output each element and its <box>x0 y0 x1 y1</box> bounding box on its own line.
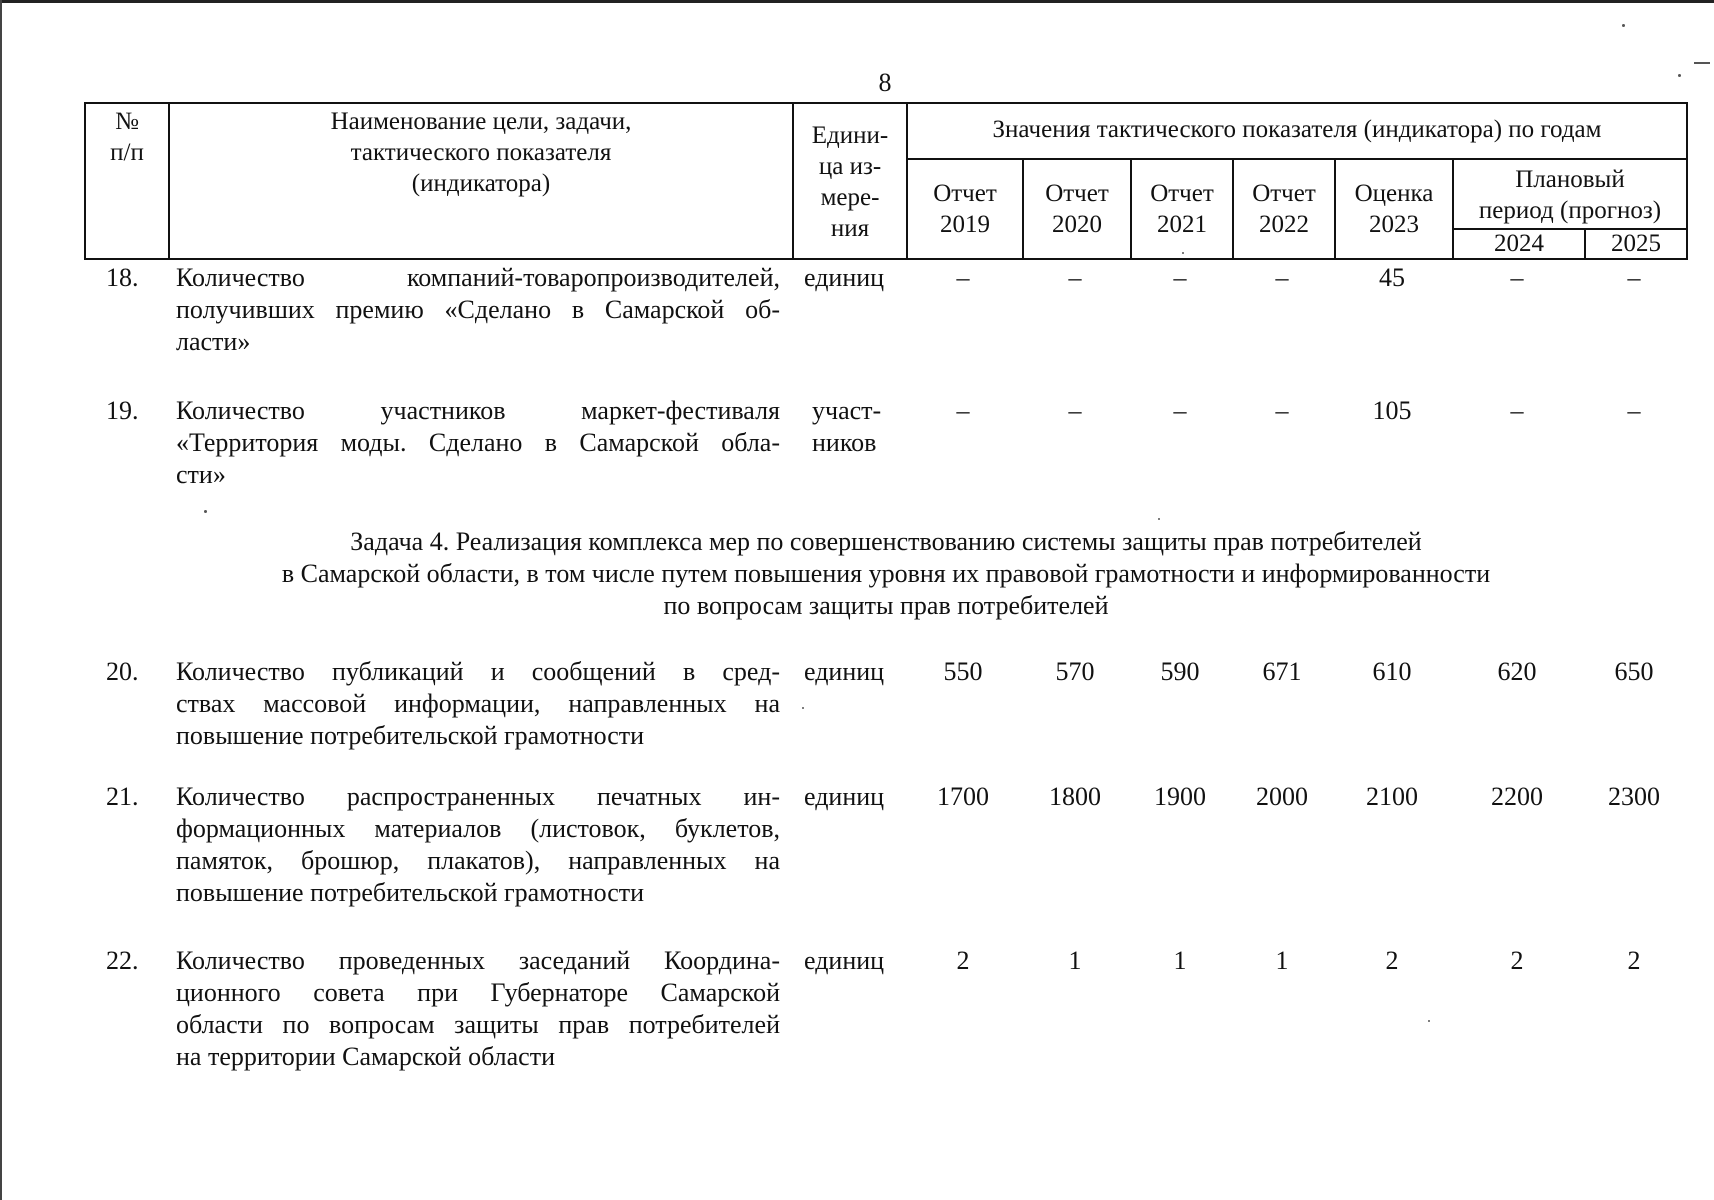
row-name-line: повышение потребительской грамотности <box>176 878 645 907</box>
scan-speck <box>1428 1020 1430 1022</box>
table-header <box>84 102 1688 260</box>
row-unit-line: единиц <box>804 657 885 686</box>
header-year-value: 2020 <box>1052 211 1102 238</box>
header-plan-line: Плановый <box>1515 166 1625 193</box>
row-name <box>176 262 780 358</box>
header-name <box>170 106 792 199</box>
scan-speck <box>802 707 804 709</box>
header-year-value: 2023 <box>1369 211 1419 238</box>
row-name <box>176 945 780 1073</box>
row-value-2024: – <box>1510 263 1524 292</box>
row-name <box>176 395 780 491</box>
row-value-2023: 610 <box>1372 657 1412 686</box>
row-unit-line: ников <box>812 428 877 457</box>
scan-speck <box>1694 62 1710 64</box>
row-value-2020: 570 <box>1055 657 1095 686</box>
row-value-2019: – <box>956 396 970 425</box>
row-name-line: повышение потребительской грамотности <box>176 721 645 750</box>
header-values-title: Значения тактического показателя (индикатора) по годам <box>992 116 1602 143</box>
row-name-line: Количество публикаций и сообщений в сред- <box>176 657 780 686</box>
row-number: 19. <box>106 396 139 425</box>
row-value-2024: 2 <box>1510 946 1524 975</box>
row-number: 18. <box>106 263 139 292</box>
row-name-line: «Территория моды. Сделано в Самарской обла- <box>176 428 780 457</box>
scan-speck <box>1678 74 1681 77</box>
header-year-label: Отчет <box>1252 180 1316 207</box>
page-number: 8 <box>878 68 892 97</box>
row-name-line: области по вопросам защиты прав потребителей <box>176 1010 780 1039</box>
header-year-2022 <box>1234 178 1334 240</box>
header-rule <box>906 158 1686 160</box>
row-value-2022: 1 <box>1275 946 1289 975</box>
row-value-2024: 2200 <box>1491 782 1543 811</box>
row-value-2021: – <box>1173 396 1187 425</box>
scan-speck <box>1158 518 1160 520</box>
row-unit-line: единиц <box>804 782 885 811</box>
header-unit-line: ния <box>830 215 870 242</box>
header-year-value: 2022 <box>1259 211 1309 238</box>
header-unit <box>794 120 906 244</box>
scan-speck <box>1622 24 1625 27</box>
header-num-line: № <box>115 108 139 135</box>
header-num <box>86 106 168 168</box>
task-heading-line: по вопросам защиты прав потребителей <box>663 591 1109 620</box>
row-value-2025: – <box>1627 396 1641 425</box>
header-year-label: Отчет <box>1045 180 1109 207</box>
header-year-2019 <box>908 178 1022 240</box>
row-value-2023: 2 <box>1385 946 1399 975</box>
row-value-2020: – <box>1068 396 1082 425</box>
row-name-line: получивших премию «Сделано в Самарской об- <box>176 295 780 324</box>
row-unit-line: участ- <box>812 396 882 425</box>
header-num-line: п/п <box>110 139 144 166</box>
header-unit-line: ца из- <box>818 153 882 180</box>
header-year-2024: 2024 <box>1494 230 1544 257</box>
scan-speck <box>1182 252 1184 254</box>
scan-edge-left <box>0 0 2 1200</box>
row-value-2020: 1 <box>1068 946 1082 975</box>
row-value-2020: 1800 <box>1049 782 1101 811</box>
row-value-2020: – <box>1068 263 1082 292</box>
row-value-2022: 2000 <box>1256 782 1308 811</box>
row-name-line: ствах массовой информации, направленных на <box>176 689 780 718</box>
header-unit-line: мере- <box>820 184 880 211</box>
row-unit-line: единиц <box>804 263 885 292</box>
row-value-2019: 2 <box>956 946 970 975</box>
row-name <box>176 781 780 909</box>
row-value-2021: 1 <box>1173 946 1187 975</box>
row-name-line: на территории Самарской области <box>176 1042 555 1071</box>
header-year-label: Оценка <box>1354 180 1434 207</box>
row-value-2021: 590 <box>1160 657 1200 686</box>
row-value-2019: – <box>956 263 970 292</box>
row-value-2022: – <box>1275 263 1289 292</box>
row-value-2025: – <box>1627 263 1641 292</box>
row-value-2025: 650 <box>1614 657 1654 686</box>
header-unit-line: Едини- <box>811 122 889 149</box>
row-name <box>176 656 780 752</box>
task-heading-line: в Самарской области, в том числе путем повышения уровня их правовой грамотности и информированности <box>281 559 1491 588</box>
header-year-2023 <box>1336 178 1452 240</box>
row-value-2024: 620 <box>1497 657 1537 686</box>
row-name-line: формационных материалов (листовок, буклетов, <box>176 814 780 843</box>
task-heading <box>84 526 1688 622</box>
row-number: 20. <box>106 657 139 686</box>
header-year-2021 <box>1132 178 1232 240</box>
row-value-2022: – <box>1275 396 1289 425</box>
row-value-2024: – <box>1510 396 1524 425</box>
row-value-2025: 2300 <box>1608 782 1660 811</box>
header-year-2020 <box>1024 178 1130 240</box>
header-year-value: 2019 <box>940 211 990 238</box>
row-number: 22. <box>106 946 139 975</box>
row-value-2023: 45 <box>1379 263 1405 292</box>
row-value-2021: 1900 <box>1154 782 1206 811</box>
header-name-line: Наименование цели, задачи, <box>330 108 632 135</box>
row-value-2019: 1700 <box>937 782 989 811</box>
row-value-2019: 550 <box>943 657 983 686</box>
row-name-line: Количество проведенных заседаний Координа- <box>176 946 780 975</box>
row-value-2022: 671 <box>1262 657 1302 686</box>
header-name-line: тактического показателя <box>350 139 612 166</box>
header-year-label: Отчет <box>933 180 997 207</box>
row-name-line: ласти» <box>176 327 251 356</box>
row-name-line: памяток, брошюр, плакатов), направленных на <box>176 846 780 875</box>
scan-edge-top <box>0 0 1714 3</box>
header-plan-title <box>1454 164 1686 226</box>
row-name-line: Количество распространенных печатных ин- <box>176 782 780 811</box>
row-name-line: сти» <box>176 460 226 489</box>
row-value-2023: 105 <box>1372 396 1412 425</box>
header-year-value: 2021 <box>1157 211 1207 238</box>
row-value-2025: 2 <box>1627 946 1641 975</box>
row-number: 21. <box>106 782 139 811</box>
row-value-2023: 2100 <box>1366 782 1418 811</box>
header-year-2025: 2025 <box>1611 230 1661 257</box>
header-plan-line: период (прогноз) <box>1478 197 1662 224</box>
row-value-2021: – <box>1173 263 1187 292</box>
scan-speck <box>204 510 207 513</box>
task-heading-line: Задача 4. Реализация комплекса мер по совершенствованию системы защиты прав потребителей <box>350 527 1422 556</box>
header-year-label: Отчет <box>1150 180 1214 207</box>
row-name-line: Количество компаний-товаропроизводителей, <box>176 263 780 292</box>
row-name-line: ционного совета при Губернаторе Самарской <box>176 978 780 1007</box>
row-name-line: Количество участников маркет-фестиваля <box>176 396 780 425</box>
header-name-line: (индикатора) <box>411 170 551 197</box>
row-unit-line: единиц <box>804 946 885 975</box>
